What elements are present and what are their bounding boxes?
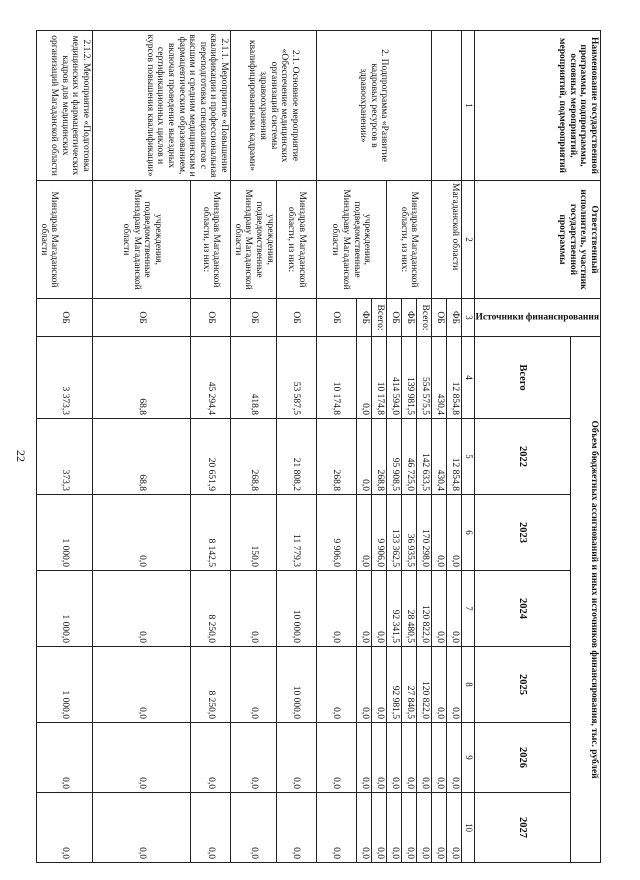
cell-value: 430,4: [431, 337, 446, 419]
cell-source: ФБ: [446, 299, 461, 337]
cell-value: 12 854,8: [446, 337, 461, 419]
cell-value: 268,8: [316, 419, 356, 495]
cell-value: 0,0: [316, 723, 356, 793]
header-year: Всего: [474, 337, 571, 419]
cell-value: 92 341,5: [386, 571, 401, 647]
cell-value: 0,0: [446, 571, 461, 647]
cell-value: 10 174,8: [316, 337, 356, 419]
cell-source: ОБ: [37, 299, 93, 337]
cell-value: 1 000,0: [37, 495, 93, 571]
header-year: 2024: [474, 571, 571, 647]
cell-value: 0,0: [356, 495, 371, 571]
cell-value: 10 000,0: [276, 571, 316, 647]
column-index: 4: [461, 337, 474, 419]
header-year: 2025: [474, 647, 571, 723]
cell-value: 0,0: [371, 723, 386, 793]
cell-value: 554 575,5: [416, 337, 431, 419]
cell-value: 45 294,4: [191, 337, 231, 419]
cell-value: 0,0: [276, 723, 316, 793]
cell-value: 0,0: [93, 723, 191, 793]
column-index: 3: [461, 299, 474, 337]
cell-value: 11 779,3: [276, 495, 316, 571]
cell-value: 28 480,5: [401, 571, 416, 647]
cell-value: 68,8: [93, 419, 191, 495]
column-index: 1: [461, 31, 474, 181]
cell-value: 8 250,0: [191, 571, 231, 647]
cell-source: ОБ: [316, 299, 356, 337]
cell-value: 414 594,0: [386, 337, 401, 419]
cell-value: 0,0: [416, 793, 431, 863]
cell-value: 0,0: [416, 723, 431, 793]
cell-value: 0,0: [431, 647, 446, 723]
cell-value: 0,0: [431, 723, 446, 793]
column-index: 10: [461, 793, 474, 863]
cell-value: 20 651,9: [191, 419, 231, 495]
column-index: 5: [461, 419, 474, 495]
table-row: [191, 31, 231, 863]
cell-value: 0,0: [231, 793, 277, 863]
cell-value: 0,0: [371, 571, 386, 647]
table-row: [276, 31, 316, 863]
cell-value: 0,0: [93, 793, 191, 863]
table-row: [416, 31, 431, 863]
cell-value: 0,0: [386, 723, 401, 793]
cell-value: 68,8: [93, 337, 191, 419]
cell-value: 0,0: [446, 793, 461, 863]
cell-value: 10 000,0: [276, 647, 316, 723]
measure-name: 2.1.1. Мероприятие «Повышение квалификации и профессиональная переподготовка специалистов с высшим и средним медицинским и фармацевтическим образованием, включая проведение выездных сертификационных циклов и курсов повышения квалификации»: [93, 31, 231, 181]
cell-value: 120 822,0: [416, 647, 431, 723]
cell-value: 0,0: [401, 793, 416, 863]
cell-value: 0,0: [446, 495, 461, 571]
header-year: 2027: [474, 793, 571, 863]
cell-source: ФБ: [401, 299, 416, 337]
cell-value: 53 587,5: [276, 337, 316, 419]
cell-value: 1 000,0: [37, 647, 93, 723]
cell-value: 0,0: [356, 419, 371, 495]
cell-value: 0,0: [37, 793, 93, 863]
subprogram-name: 2. Подпрограмма «Развитие кадровых ресурсов в здравоохранении»: [316, 31, 431, 181]
budget-table: [36, 30, 601, 863]
cell-value: 8 250,0: [191, 647, 231, 723]
column-index: 7: [461, 571, 474, 647]
cell-value: 0,0: [356, 723, 371, 793]
cell-value: 139 981,5: [401, 337, 416, 419]
cell-executor: Минздрав Магаданской области, из них:: [386, 181, 431, 299]
column-index: 6: [461, 495, 474, 571]
cell-source: ОБ: [276, 299, 316, 337]
cell-source: ОБ: [231, 299, 277, 337]
cell-value: 0,0: [356, 793, 371, 863]
cell-source: ФБ: [356, 299, 371, 337]
cell-value: 430,4: [431, 419, 446, 495]
rotated-page: [38, 30, 601, 862]
cell-executor: Минздрав Магаданской области, из них:: [276, 181, 316, 299]
cell-value: 0,0: [93, 571, 191, 647]
column-index: 2: [461, 181, 474, 299]
measure-name: 2.1. Основное мероприятие «Обеспечение медицинских организаций системы здравоохранения квалифицированными кадрами»: [231, 31, 317, 181]
cell-value: 46 725,0: [401, 419, 416, 495]
cell-value: 0,0: [431, 571, 446, 647]
cell-name: [431, 31, 461, 181]
cell-source: ОБ: [93, 299, 191, 337]
cell-source: ОБ: [431, 299, 446, 337]
cell-executor: учреждения, подведомственные Минздраву Магаданской области: [231, 181, 277, 299]
column-index: 9: [461, 723, 474, 793]
cell-value: 0,0: [446, 647, 461, 723]
cell-value: 0,0: [371, 793, 386, 863]
cell-source: Всего:: [416, 299, 431, 337]
cell-value: 142 633,5: [416, 419, 431, 495]
cell-value: 0,0: [316, 571, 356, 647]
header-year: 2022: [474, 419, 571, 495]
header-volume: Объем бюджетных ассигнований и иных источников финансирования, тыс. рублей: [571, 337, 601, 863]
cell-value: 92 981,5: [386, 647, 401, 723]
cell-value: 120 822,0: [416, 571, 431, 647]
cell-source: ОБ: [386, 299, 401, 337]
cell-value: 0,0: [93, 647, 191, 723]
cell-value: 9 906,0: [371, 495, 386, 571]
cell-value: 10 174,8: [371, 337, 386, 419]
cell-value: 0,0: [276, 793, 316, 863]
measure-name: 2.1.2. Мероприятие «Подготовка медицинских и фармацевтических кадров для медицинских организаций Магаданской области: [37, 31, 93, 181]
cell-value: 0,0: [356, 647, 371, 723]
cell-value: 0,0: [316, 793, 356, 863]
cell-value: 268,8: [231, 419, 277, 495]
table-row: [37, 31, 93, 863]
cell-value: 36 935,5: [401, 495, 416, 571]
cell-value: 27 840,5: [401, 647, 416, 723]
cell-value: 0,0: [356, 337, 371, 419]
page-number: 22: [14, 450, 28, 462]
cell-value: 0,0: [93, 495, 191, 571]
cell-value: 0,0: [431, 495, 446, 571]
cell-value: 268,8: [371, 419, 386, 495]
cell-value: 418,8: [231, 337, 277, 419]
cell-value: 3 373,3: [37, 337, 93, 419]
cell-value: 0,0: [356, 571, 371, 647]
cell-value: 9 906,0: [316, 495, 356, 571]
cell-value: 0,0: [231, 647, 277, 723]
cell-value: 0,0: [191, 793, 231, 863]
cell-value: 133 362,5: [386, 495, 401, 571]
cell-value: 0,0: [431, 793, 446, 863]
header-executor: Ответственный исполнитель, участник государственной программы: [474, 181, 600, 299]
cell-executor: Минздрав Магаданской области: [37, 181, 93, 299]
header-source: Источники финансирования: [474, 299, 600, 337]
cell-value: 0,0: [386, 793, 401, 863]
cell-value: 0,0: [401, 723, 416, 793]
cell-value: 8 142,5: [191, 495, 231, 571]
cell-value: 21 808,2: [276, 419, 316, 495]
cell-value: 0,0: [37, 723, 93, 793]
cell-value: 0,0: [371, 647, 386, 723]
header-year: 2026: [474, 723, 571, 793]
cell-value: 12 854,8: [446, 419, 461, 495]
cell-executor: Минздрав Магаданской области, из них:: [191, 181, 231, 299]
cell-value: 373,3: [37, 419, 93, 495]
header-year: 2023: [474, 495, 571, 571]
cell-value: 170 298,0: [416, 495, 431, 571]
header-name: Наименование государственной программы, подпрограммы, основных мероприятий, мероприятий, подмероприятий: [474, 31, 600, 181]
cell-executor: Магаданской области: [431, 181, 461, 299]
cell-value: 95 908,5: [386, 419, 401, 495]
cell-value: 1 000,0: [37, 571, 93, 647]
cell-source: Всего:: [371, 299, 386, 337]
cell-value: 0,0: [316, 647, 356, 723]
cell-value: 0,0: [446, 723, 461, 793]
cell-value: 0,0: [231, 571, 277, 647]
cell-value: 0,0: [231, 723, 277, 793]
column-index: 8: [461, 647, 474, 723]
cell-value: 0,0: [191, 723, 231, 793]
table-row: [446, 31, 461, 863]
cell-value: 150,0: [231, 495, 277, 571]
cell-executor: учреждения, подведомственные Минздраву Магаданской области: [316, 181, 386, 299]
cell-source: ОБ: [191, 299, 231, 337]
cell-executor: учреждения, подведомственные Минздраву Магаданской области: [93, 181, 191, 299]
